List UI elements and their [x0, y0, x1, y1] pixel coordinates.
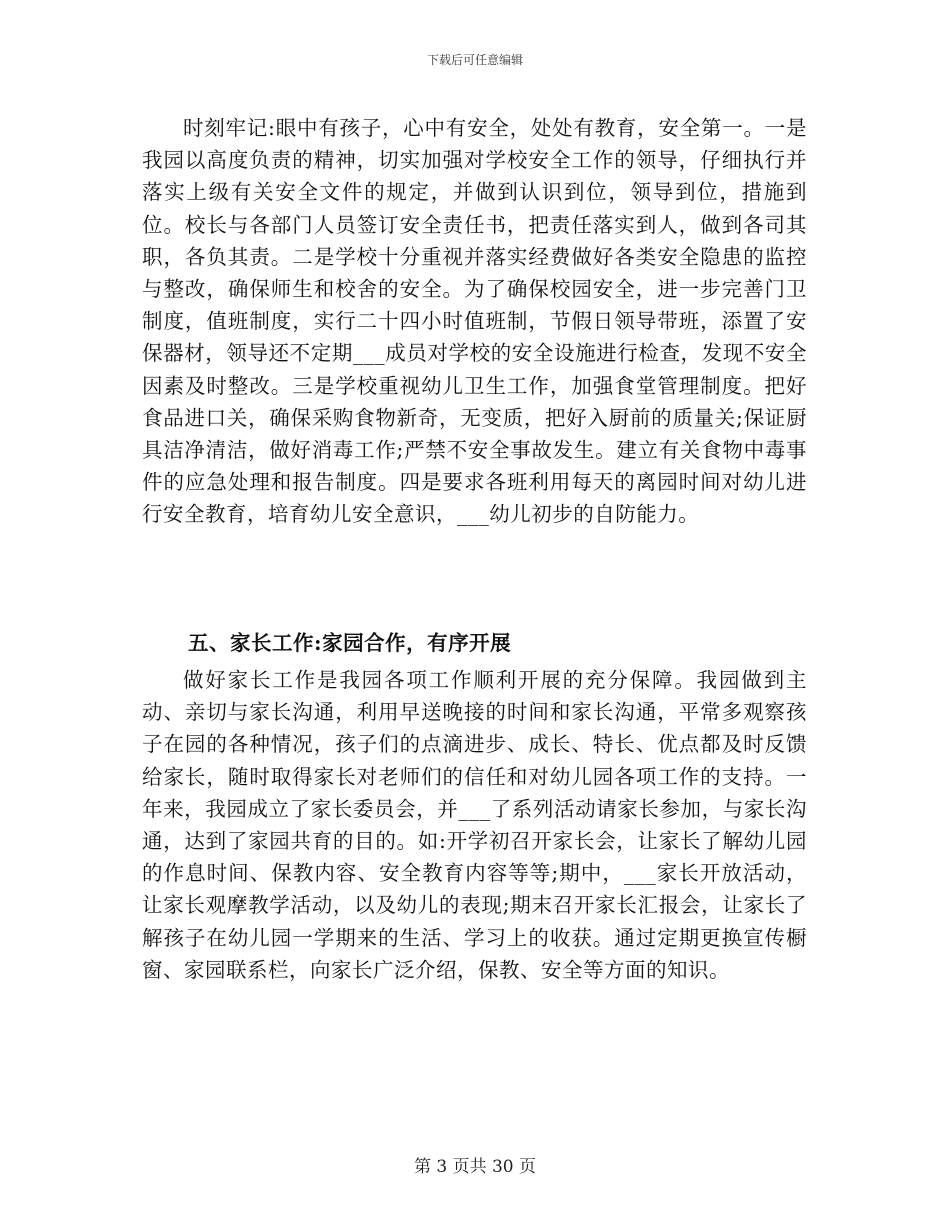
- body-paragraph-parent-work: 做好家长工作是我园各项工作顺利开展的充分保障。我园做到主动、亲切与家长沟通，利用早送晚接的时间和家长沟通，平常多观察孩子在园的各种情况，孩子们的点滴进步、成长、特长、优点都及时反馈给家长，随时取得家长对老师们的信任和对幼儿园各项工作的支持。一年来，我园成立了家长委员会，并___了系列活动请家长参加，与家长沟通，达到了家园共育的目的。如:开学初召开家长会，让家长了解幼儿园的作息时间、保教内容、安全教育内容等等;期中，___家长开放活动，让家长观摩教学活动，以及幼儿的表现;期末召开家长汇报会，让家长了解孩子在幼儿园一学期来的生活、学习上的收获。通过定期更换宣传橱窗、家园联系栏，向家长广泛介绍，保教、安全等方面的知识。: [142, 668, 807, 982]
- page-header: 下载后可任意编辑: [426, 53, 523, 67]
- body-paragraph-safety: 时刻牢记:眼中有孩子，心中有安全，处处有教育，安全第一。一是我园以高度负责的精神，切实加强对学校安全工作的领导，仔细执行并落实上级有关安全文件的规定，并做到认识到位，领导到位，措施到位。校长与各部门人员签订安全责任书，把责任落实到人，做到各司其职，各负其责。二是学校十分重视并落实经费做好各类安全隐患的监控与整改，确保师生和校舍的安全。为了确保校园安全，进一步完善门卫制度，值班制度，实行二十四小时值班制，节假日领导带班，添置了安保器材，领导还不定期___成员对学校的安全设施进行检查，发现不安全因素及时整改。三是学校重视幼儿卫生工作，加强食堂管理制度。把好食品进口关，确保采购食物新奇，无变质，把好入厨前的质量关;保证厨具洁净清洁，做好消毒工作;严禁不安全事故发生。建立有关食物中毒事件的应急处理和报告制度。四是要求各班利用每天的离园时间对幼儿进行安全教育，培育幼儿安全意识，___幼儿初步的自防能力。: [142, 116, 807, 527]
- section-heading-parent-work: 五、家长工作:家园合作，有序开展: [188, 631, 512, 655]
- page-number-footer: 第 3 页共 30 页: [413, 1157, 537, 1177]
